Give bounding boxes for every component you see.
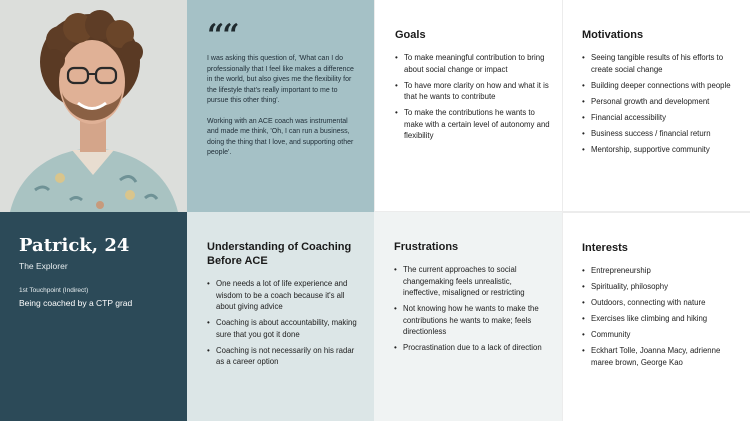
quote-paragraph-1: I was asking this question of, 'What can I do professionally that I feel like makes a difference in the world, but also gives me the flexibility for the lifestyle that's really important to me to pursue this other thing'. [207, 55, 354, 104]
persona-archetype: The Explorer [19, 261, 68, 271]
motivations-title: Motivations [582, 29, 644, 41]
understanding-panel [187, 212, 374, 421]
list-item: • Mentorship, supportive community [582, 144, 740, 156]
list-item: • Personal growth and development [582, 96, 740, 108]
list-item: • Coaching is about accountability, making sure that you got it done [207, 317, 362, 340]
list-item: • Eckhart Tolle, Joanna Macy, adrienne maree brown, George Kao [582, 345, 740, 368]
list-item: • Building deeper connections with people [582, 80, 740, 92]
goals-list [395, 52, 550, 142]
list-item: • Spirituality, philosophy [582, 281, 740, 293]
interests-panel [562, 212, 750, 421]
list-item: • To have more clarity on how and what it is that he wants to contribute [395, 80, 550, 103]
touchpoint-value: Being coached by a CTP grad [19, 298, 133, 308]
persona-name: Patrick, 24 [19, 235, 130, 256]
frustrations-title: Frustrations [394, 241, 459, 253]
frustrations-panel [374, 212, 562, 421]
list-item: • Entrepreneurship [582, 265, 740, 277]
touchpoint-label: 1st Touchpoint (Indirect) [19, 287, 89, 294]
list-item: • Outdoors, connecting with nature [582, 297, 740, 309]
list-item: • To make the contributions he wants to make with a certain level of autonomy and flexibility [395, 107, 550, 142]
list-item: • One needs a lot of life experience and wisdom to be a coach because it's all about giving advice [207, 278, 362, 313]
avatar [0, 0, 187, 212]
goals-title: Goals [395, 29, 426, 41]
frustrations-list [394, 264, 550, 354]
list-item: • Community [582, 329, 740, 341]
motivations-list [582, 52, 740, 155]
list-item: • The current approaches to social changemaking feels unrealistic, ineffective, misaligned or restricting [394, 264, 550, 299]
list-item: • Seeing tangible results of his efforts to create social change [582, 52, 740, 75]
list-item: • Exercises like climbing and hiking [582, 313, 740, 325]
motivations-panel [562, 0, 750, 212]
list-item: • Coaching is not necessarily on his radar as a career option [207, 345, 362, 368]
interests-list [582, 265, 740, 368]
profile-panel [0, 212, 187, 421]
list-item: • Financial accessibility [582, 112, 740, 124]
list-item: • Not knowing how he wants to make the contributions he wants to make; feels directionless [394, 303, 550, 338]
understanding-list [207, 278, 362, 368]
list-item: • Business success / financial return [582, 128, 740, 140]
goals-panel [374, 0, 562, 212]
quote-paragraph-2: Working with an ACE coach was instrumental and made me think, 'Oh, I can run a business, doing the thing that I love, and supporting other people'. [207, 117, 354, 156]
persona-photo [0, 0, 187, 212]
understanding-title: Understanding of Coaching Before ACE [207, 241, 352, 267]
list-item: • Procrastination due to a lack of direction [394, 342, 550, 354]
quote-icon: ““ [207, 18, 238, 53]
interests-title: Interests [582, 242, 628, 254]
quote-panel [187, 0, 374, 212]
list-item: • To make meaningful contribution to bring about social change or impact [395, 52, 550, 75]
